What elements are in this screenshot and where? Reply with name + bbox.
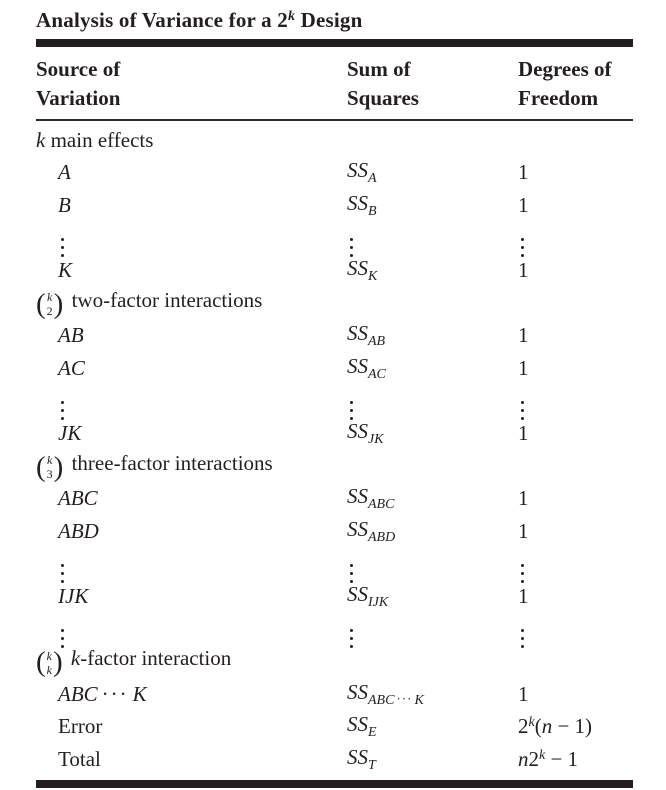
header-line: Variation bbox=[36, 86, 121, 110]
text-segment: ( bbox=[534, 714, 542, 739]
text-segment: Design bbox=[295, 8, 363, 32]
table-row bbox=[36, 711, 633, 744]
vertical-ellipsis bbox=[347, 564, 353, 583]
cell-sum-of-squares bbox=[347, 484, 518, 513]
cell-degrees-of-freedom bbox=[518, 222, 633, 257]
column-header-degrees-of-freedom bbox=[518, 55, 633, 113]
text-segment: 1 bbox=[518, 355, 529, 380]
text-segment: k bbox=[36, 127, 46, 152]
text-segment: k bbox=[287, 9, 296, 24]
cell-sum-of-squares bbox=[347, 354, 518, 383]
cell-degrees-of-freedom bbox=[518, 385, 633, 420]
text-segment: − 1) bbox=[552, 714, 593, 739]
text-segment: 1 bbox=[518, 518, 529, 543]
vertical-ellipsis bbox=[518, 629, 524, 648]
cell-source-of-variation bbox=[36, 222, 347, 257]
text-segment: SS bbox=[347, 745, 368, 770]
cell-source-of-variation bbox=[36, 584, 347, 609]
table-row bbox=[36, 613, 633, 646]
column-header-source-of-variation bbox=[36, 55, 347, 113]
text-segment: AB bbox=[368, 334, 386, 350]
cell-source-of-variation bbox=[36, 519, 347, 544]
text-segment: E bbox=[368, 725, 377, 741]
vertical-ellipsis bbox=[518, 564, 524, 583]
text-segment: SS bbox=[347, 712, 368, 737]
text-segment: IJK bbox=[58, 584, 89, 609]
section-row bbox=[36, 646, 633, 679]
cell-source-of-variation bbox=[36, 486, 347, 511]
text-segment: k bbox=[528, 715, 535, 731]
vertical-ellipsis bbox=[58, 564, 64, 583]
vertical-ellipsis bbox=[347, 629, 353, 648]
cell-degrees-of-freedom bbox=[518, 584, 633, 609]
text-segment: K bbox=[132, 681, 147, 706]
cell-degrees-of-freedom bbox=[518, 193, 633, 218]
text-segment: ABC bbox=[58, 486, 98, 511]
cell-sum-of-squares bbox=[347, 613, 518, 648]
table-row bbox=[36, 483, 633, 516]
text-segment: SS bbox=[347, 679, 368, 704]
text-segment: SS bbox=[347, 321, 368, 346]
cell-sum-of-squares bbox=[347, 517, 518, 546]
cell-source-of-variation bbox=[36, 356, 347, 381]
cell-degrees-of-freedom bbox=[518, 160, 633, 185]
header-line: Squares bbox=[347, 86, 419, 110]
text-segment: SS bbox=[347, 158, 368, 183]
cell-degrees-of-freedom bbox=[518, 682, 633, 707]
text-segment: T bbox=[368, 758, 376, 774]
text-segment: 1 bbox=[518, 486, 529, 511]
section-row bbox=[36, 287, 633, 320]
vertical-ellipsis bbox=[58, 238, 64, 257]
text-segment: main effects bbox=[45, 127, 154, 152]
text-segment: ABC bbox=[368, 692, 395, 708]
text-segment: 1 bbox=[518, 681, 529, 706]
text-segment: SS bbox=[347, 419, 368, 444]
text-segment: K bbox=[58, 258, 73, 283]
cell-source-of-variation bbox=[36, 421, 347, 446]
cell-degrees-of-freedom bbox=[518, 548, 633, 583]
vertical-ellipsis bbox=[347, 238, 353, 257]
binomial-coefficient: ( k 2 ) bbox=[36, 287, 64, 320]
text-segment: k bbox=[539, 748, 546, 764]
cell-source-of-variation bbox=[36, 646, 347, 677]
table-row bbox=[36, 222, 633, 255]
table-row bbox=[36, 385, 633, 418]
text-segment: Error bbox=[58, 714, 103, 739]
header-line: Sum of bbox=[347, 57, 411, 81]
cell-sum-of-squares bbox=[347, 256, 518, 285]
text-segment: ··· bbox=[101, 681, 129, 706]
column-header-sum-of-squares bbox=[347, 55, 518, 113]
vertical-ellipsis bbox=[58, 629, 64, 648]
text-segment: 1 bbox=[518, 160, 529, 185]
text-segment: Analysis of Variance for a 2 bbox=[36, 8, 288, 32]
text-segment: K bbox=[414, 692, 424, 708]
cell-source-of-variation bbox=[36, 548, 347, 583]
binomial-coefficient: ( k k ) bbox=[36, 646, 63, 679]
text-segment: − 1 bbox=[545, 747, 579, 772]
cell-degrees-of-freedom bbox=[518, 258, 633, 283]
text-segment: two-factor interactions bbox=[66, 287, 263, 312]
vertical-ellipsis bbox=[518, 238, 524, 257]
cell-sum-of-squares bbox=[347, 321, 518, 350]
section-row bbox=[36, 450, 633, 483]
text-segment: 1 bbox=[518, 323, 529, 348]
table-title bbox=[36, 4, 633, 33]
text-segment: SS bbox=[347, 353, 368, 378]
text-segment: three-factor interactions bbox=[66, 450, 273, 475]
cell-degrees-of-freedom bbox=[518, 323, 633, 348]
table-body bbox=[36, 121, 633, 776]
text-segment: ABD bbox=[368, 529, 396, 545]
text-segment: k bbox=[70, 646, 81, 671]
text-segment: SS bbox=[347, 484, 368, 509]
cell-source-of-variation bbox=[36, 288, 347, 319]
cell-source-of-variation bbox=[36, 258, 347, 283]
table-row bbox=[36, 743, 633, 776]
text-segment: SS bbox=[347, 256, 368, 281]
binomial-coefficient: ( k 3 ) bbox=[36, 450, 64, 483]
table-row bbox=[36, 417, 633, 450]
vertical-ellipsis bbox=[518, 401, 524, 420]
text-segment: n bbox=[518, 747, 529, 772]
cell-sum-of-squares bbox=[347, 191, 518, 220]
cell-sum-of-squares bbox=[347, 385, 518, 420]
text-segment: B bbox=[368, 203, 377, 219]
text-segment: B bbox=[58, 192, 71, 217]
cell-sum-of-squares bbox=[347, 222, 518, 257]
text-segment: K bbox=[368, 269, 378, 285]
anova-table bbox=[36, 4, 633, 788]
header-line: Freedom bbox=[518, 86, 599, 110]
text-segment: ABC bbox=[58, 681, 98, 706]
cell-source-of-variation bbox=[36, 323, 347, 348]
text-segment: AB bbox=[58, 323, 84, 348]
text-segment: SS bbox=[347, 190, 368, 215]
table-row bbox=[36, 320, 633, 353]
cell-sum-of-squares bbox=[347, 548, 518, 583]
text-segment: n bbox=[541, 714, 553, 739]
section-row bbox=[36, 124, 633, 157]
cell-degrees-of-freedom bbox=[518, 486, 633, 511]
cell-degrees-of-freedom bbox=[518, 356, 633, 381]
cell-source-of-variation bbox=[36, 682, 347, 707]
text-segment: A bbox=[58, 160, 71, 185]
header-line: Degrees of bbox=[518, 57, 612, 81]
table-row bbox=[36, 580, 633, 613]
cell-degrees-of-freedom bbox=[518, 421, 633, 446]
cell-source-of-variation bbox=[36, 747, 347, 772]
cell-source-of-variation bbox=[36, 714, 347, 739]
cell-source-of-variation bbox=[36, 451, 347, 482]
text-segment: IJK bbox=[368, 595, 389, 611]
cell-source-of-variation bbox=[36, 128, 347, 153]
cell-sum-of-squares bbox=[347, 712, 518, 741]
table-row bbox=[36, 548, 633, 581]
table-row bbox=[36, 157, 633, 190]
text-segment: -factor interaction bbox=[80, 646, 232, 671]
text-segment: ABD bbox=[58, 518, 99, 543]
text-segment: 1 bbox=[518, 584, 529, 609]
cell-sum-of-squares bbox=[347, 158, 518, 187]
cell-degrees-of-freedom bbox=[518, 747, 633, 772]
table-row bbox=[36, 254, 633, 287]
text-segment: ··· bbox=[396, 690, 413, 706]
table-row bbox=[36, 515, 633, 548]
cell-source-of-variation bbox=[36, 193, 347, 218]
bottom-thick-rule bbox=[36, 780, 633, 788]
text-segment: AC bbox=[368, 366, 386, 382]
text-segment: 2 bbox=[518, 714, 529, 739]
text-segment: JK bbox=[58, 421, 82, 446]
cell-degrees-of-freedom bbox=[518, 519, 633, 544]
header-line: Source of bbox=[36, 57, 121, 81]
vertical-ellipsis bbox=[58, 401, 64, 420]
cell-source-of-variation bbox=[36, 385, 347, 420]
text-segment: Total bbox=[58, 747, 101, 772]
vertical-ellipsis bbox=[347, 401, 353, 420]
cell-degrees-of-freedom bbox=[518, 613, 633, 648]
table-row bbox=[36, 678, 633, 711]
text-segment: AC bbox=[58, 355, 85, 380]
text-segment: 1 bbox=[518, 258, 529, 283]
cell-sum-of-squares bbox=[347, 582, 518, 611]
text-segment: 1 bbox=[518, 421, 529, 446]
cell-source-of-variation bbox=[36, 160, 347, 185]
header-row bbox=[36, 47, 633, 119]
text-segment: 2 bbox=[528, 747, 539, 772]
text-segment: A bbox=[368, 171, 377, 187]
cell-sum-of-squares bbox=[347, 680, 518, 709]
text-segment: ABC bbox=[368, 497, 395, 513]
top-thick-rule bbox=[36, 39, 633, 47]
cell-source-of-variation bbox=[36, 613, 347, 648]
cell-sum-of-squares bbox=[347, 419, 518, 448]
text-segment: SS bbox=[347, 582, 368, 607]
text-segment: 1 bbox=[518, 192, 529, 217]
cell-sum-of-squares bbox=[347, 745, 518, 774]
table-row bbox=[36, 352, 633, 385]
text-segment: SS bbox=[347, 516, 368, 541]
table-row bbox=[36, 189, 633, 222]
cell-degrees-of-freedom bbox=[518, 714, 633, 739]
text-segment: JK bbox=[368, 432, 384, 448]
